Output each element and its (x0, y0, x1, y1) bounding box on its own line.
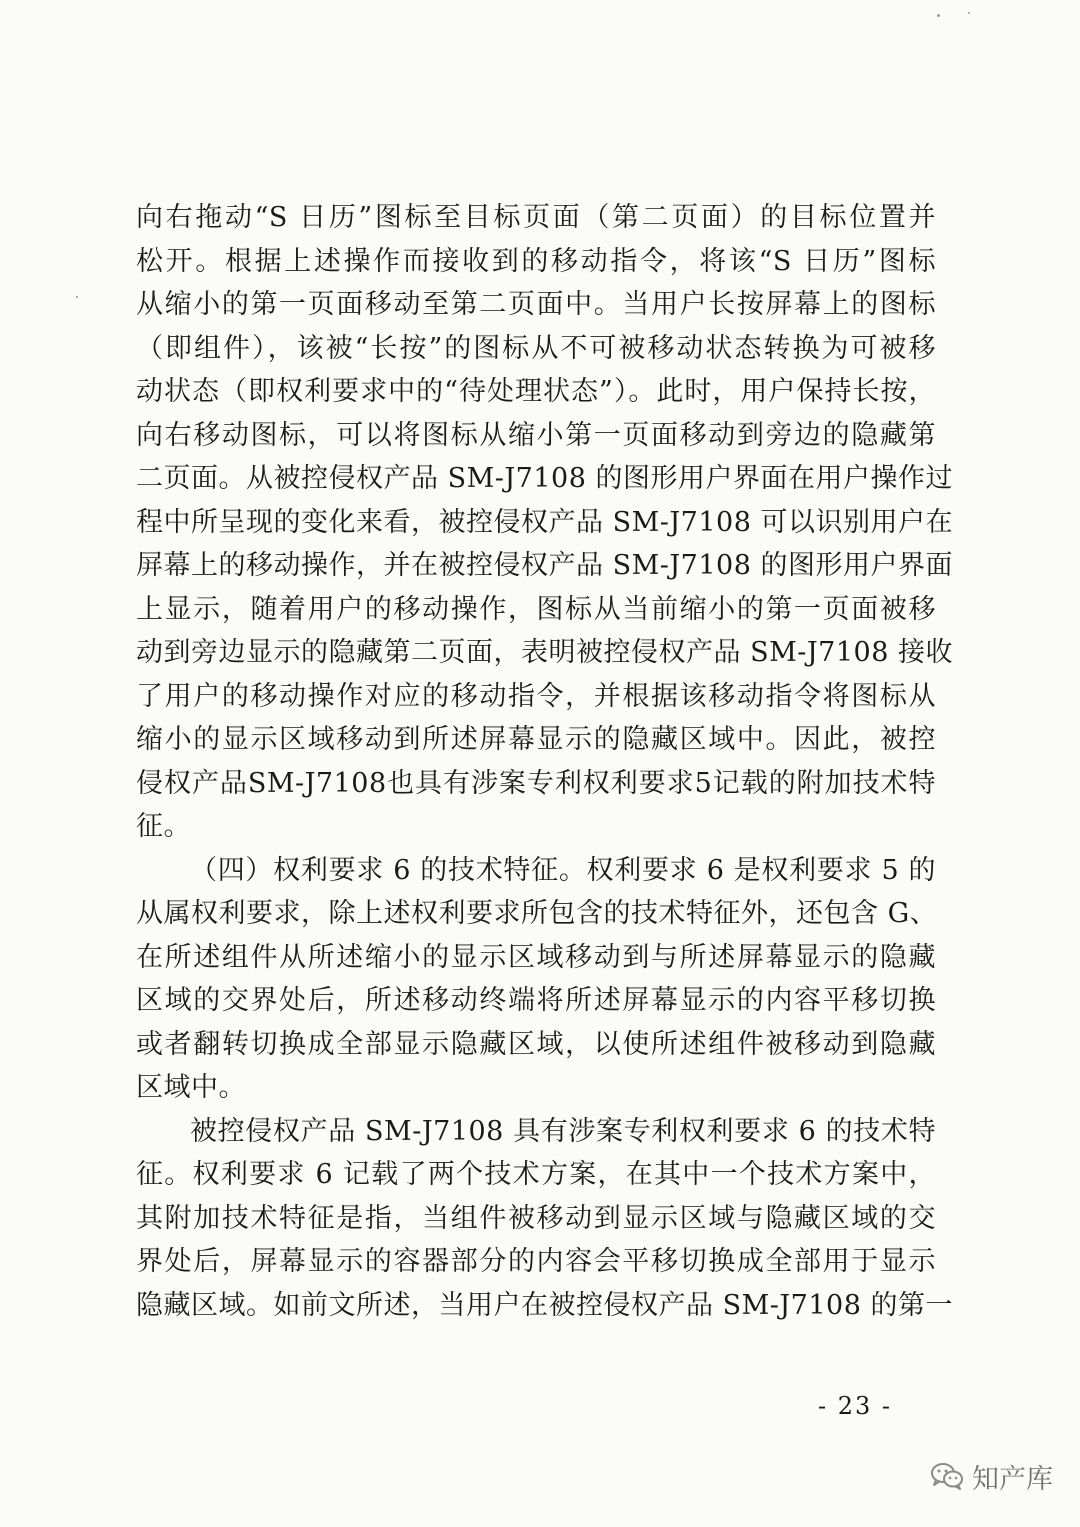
text-line: 了用户的移动操作对应的移动指令，并根据该移动指令将图标从 (136, 680, 936, 712)
text-line: 区域中。 (136, 1072, 246, 1103)
text-line: 或者翻转切换成全部显示隐藏区域，以使所述组件被移动到隐藏 (136, 1028, 936, 1060)
text-line: 征。权利要求 6 记载了两个技术方案，在其中一个技术方案中， (136, 1159, 936, 1190)
text-line: 被控侵权产品 SM-J7108 具有涉案专利权利要求 6 的技术特 (190, 1115, 936, 1147)
text-line: 隐藏区域。如前文所述，当用户在被控侵权产品 SM-J7108 的第一 (136, 1289, 953, 1321)
text-line: 动到旁边显示的隐藏第二页面，表明被控侵权产品 SM-J7108 接收 (136, 637, 953, 668)
text-line: 其附加技术特征是指，当组件被移动到显示区域与隐藏区域的交 (136, 1202, 936, 1234)
wechat-icon (930, 1462, 964, 1490)
text-line: 从属权利要求，除上述权利要求所包含的技术特征外，还包含 G、 (136, 898, 938, 929)
body-text (136, 196, 953, 1327)
page-number: - 23 - (817, 1392, 892, 1420)
text-line: 从缩小的第一页面移动至第二页面中。当用户长按屏幕上的图标 (136, 289, 936, 320)
text-line: 程中所呈现的变化来看，被控侵权产品 SM-J7108 可以识别用户在 (136, 506, 953, 538)
text-line: （四）权利要求 6 的技术特征。权利要求 6 是权利要求 5 的 (190, 854, 936, 886)
text-line: 向右拖动“S 日历”图标至目标页面（第二页面）的目标位置并 (136, 202, 936, 233)
text-line: 界处后，屏幕显示的容器部分的内容会平移切换成全部用于显示 (136, 1246, 936, 1277)
watermark-text: 知产库 (972, 1463, 1053, 1495)
text-line: 上显示，随着用户的移动操作，图标从当前缩小的第一页面被移 (136, 593, 936, 625)
text-line: 屏幕上的移动操作，并在被控侵权产品 SM-J7108 的图形用户界面 (136, 550, 953, 581)
text-line: 区域的交界处后，所述移动终端将所述屏幕显示的内容平移切换 (136, 985, 936, 1016)
watermark (930, 1456, 1053, 1496)
text-line: 二页面。从被控侵权产品 SM-J7108 的图形用户界面在用户操作过 (136, 463, 953, 494)
text-line: （即组件），该被“长按”的图标从不可被移动状态转换为可被移 (136, 332, 936, 364)
text-line: 侵权产品SM-J7108也具有涉案专利权利要求5记载的附加技术特 (136, 767, 936, 799)
scan-speck (937, 14, 940, 17)
text-line: 向右移动图标，可以将图标从缩小第一页面移动到旁边的隐藏第 (136, 419, 936, 451)
scan-speck (968, 12, 970, 14)
text-line: 松开。根据上述操作而接收到的移动指令，将该“S 日历”图标 (136, 245, 936, 277)
text-line: 动状态（即权利要求中的“待处理状态”）。此时，用户保持长按， (136, 376, 936, 407)
text-line: 缩小的显示区域移动到所述屏幕显示的隐藏区域中。因此，被控 (136, 724, 936, 755)
scan-speck (76, 296, 78, 298)
text-line: 征。 (136, 811, 191, 842)
text-line: 在所述组件从所述缩小的显示区域移动到与所述屏幕显示的隐藏 (136, 941, 936, 973)
